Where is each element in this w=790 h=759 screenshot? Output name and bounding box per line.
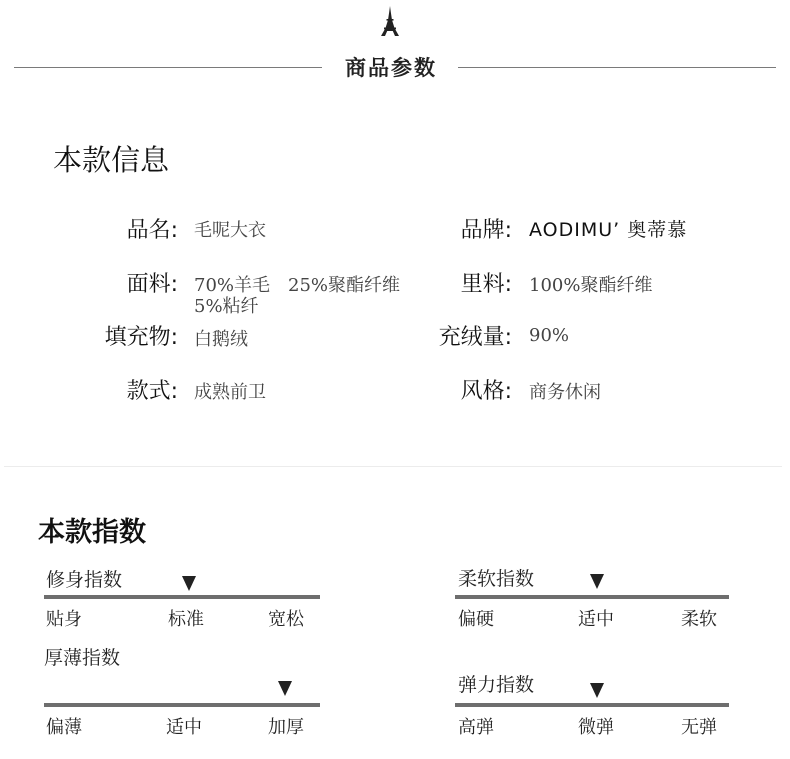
style-label: 款式: xyxy=(126,379,178,404)
name-value: 毛呢大衣 xyxy=(194,220,266,241)
section-divider xyxy=(4,466,782,467)
header-rule-left xyxy=(14,67,322,68)
softness-tick-2: 适中 xyxy=(578,609,614,630)
elasticity-index-bar xyxy=(455,703,729,707)
fit-tick-3: 宽松 xyxy=(268,609,304,630)
fabric-value-line1: 70%羊毛 25%聚酯纤维 xyxy=(194,275,401,296)
elasticity-index-title: 弹力指数 xyxy=(458,674,535,696)
indices-section-title: 本款指数 xyxy=(38,517,146,548)
filling-value: 白鹅绒 xyxy=(194,329,248,350)
softness-tick-1: 偏硬 xyxy=(458,609,494,630)
thickness-index-marker xyxy=(278,681,292,696)
header-rule-right xyxy=(458,67,776,68)
fit-tick-1: 贴身 xyxy=(46,609,82,630)
softness-index-title: 柔软指数 xyxy=(458,568,535,590)
fit-index-marker xyxy=(182,576,196,591)
softness-index-bar xyxy=(455,595,729,599)
fabric-value-line2: 5%粘纤 xyxy=(194,296,259,317)
thickness-index-bar xyxy=(44,703,320,707)
elasticity-tick-3: 无弹 xyxy=(681,717,717,738)
name-label: 品名: xyxy=(126,218,178,243)
fashion-style-value: 商务休闲 xyxy=(529,382,601,403)
lining-label: 里料: xyxy=(460,272,512,297)
elasticity-tick-2: 微弹 xyxy=(578,717,614,738)
info-section-title: 本款信息 xyxy=(53,143,170,177)
thickness-tick-2: 适中 xyxy=(166,717,202,738)
eiffel-tower-icon xyxy=(378,6,402,36)
elasticity-index-marker xyxy=(590,683,604,698)
down-amount-label: 充绒量: xyxy=(438,325,512,350)
down-amount-value: 90% xyxy=(529,325,570,346)
elasticity-tick-1: 高弹 xyxy=(458,717,494,738)
thickness-tick-1: 偏薄 xyxy=(46,717,82,738)
filling-label: 填充物: xyxy=(104,325,178,350)
fit-index-title: 修身指数 xyxy=(46,569,123,591)
page-title: 商品参数 xyxy=(345,56,437,80)
softness-tick-3: 柔软 xyxy=(681,609,717,630)
thickness-index-title: 厚薄指数 xyxy=(44,647,121,669)
lining-value: 100%聚酯纤维 xyxy=(529,275,653,296)
thickness-tick-3: 加厚 xyxy=(268,717,304,738)
fashion-style-label: 风格: xyxy=(460,379,512,404)
softness-index-marker xyxy=(590,574,604,589)
brand-label: 品牌: xyxy=(460,218,512,243)
fit-tick-2: 标准 xyxy=(168,609,204,630)
style-value: 成熟前卫 xyxy=(194,382,266,403)
fabric-label: 面料: xyxy=(126,272,178,297)
fit-index-bar xyxy=(44,595,320,599)
brand-value: AODIMU’ 奥蒂慕 xyxy=(529,219,688,241)
